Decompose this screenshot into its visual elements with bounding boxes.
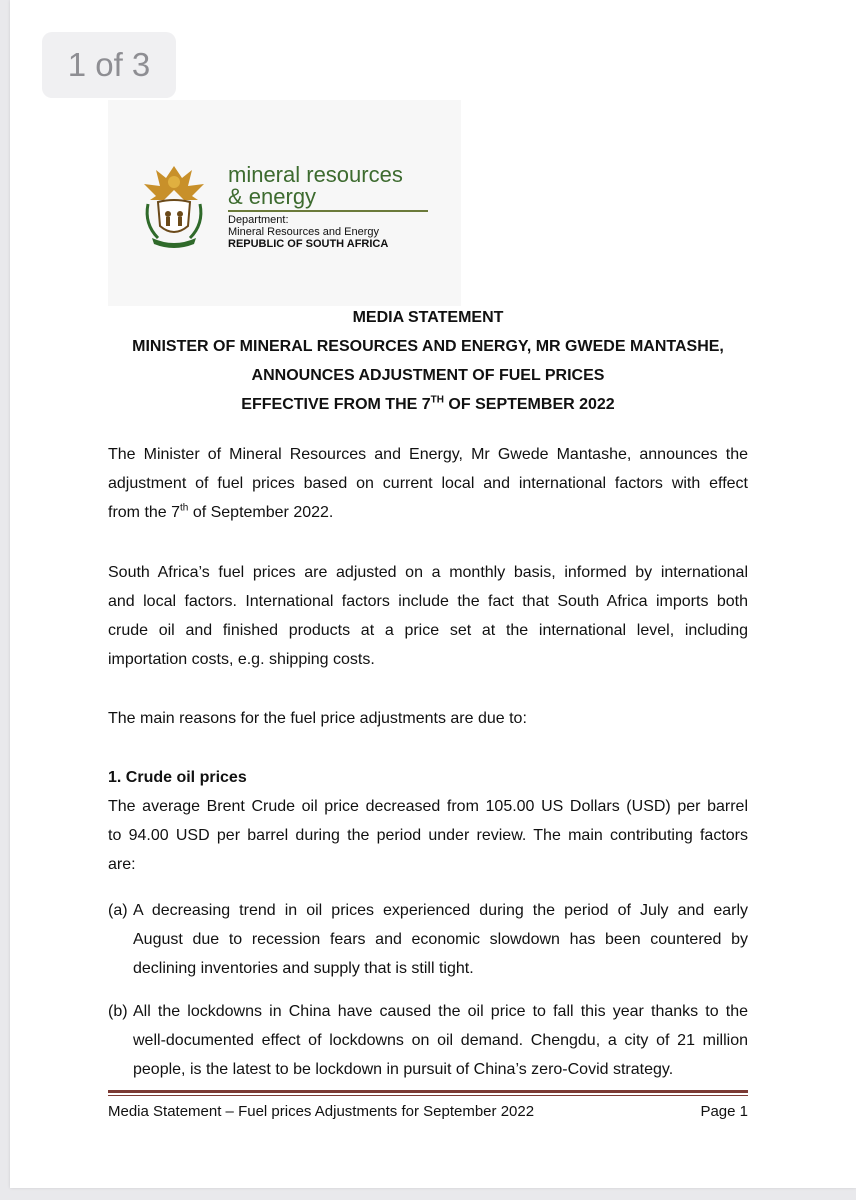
title-effective-line: EFFECTIVE FROM THE 7TH OF SEPTEMBER 2022 — [241, 394, 615, 413]
paragraph-announcement: The Minister of Mineral Resources and Energy, Mr Gwede Mantashe, announces the adjustment of fuel prices based on current local and international factors with effect from the 7th of September 2022. — [108, 446, 748, 521]
footer-rule — [108, 1090, 748, 1093]
coat-of-arms-logo — [136, 160, 212, 250]
letterhead — [108, 100, 461, 306]
footer-rule-thin — [108, 1095, 748, 1096]
letterhead-rule — [228, 210, 428, 212]
list-item-label: (b) — [108, 1003, 128, 1020]
paragraph-main-reasons: The main reasons for the fuel price adjustments are due to: — [108, 710, 527, 727]
title-minister-line: MINISTER OF MINERAL RESOURCES AND ENERGY, MR GWEDE MANTASHE, — [132, 338, 724, 355]
footer-page-number: Page 1 — [700, 1103, 748, 1120]
page-indicator: 1 of 3 — [42, 32, 176, 98]
paragraph-factors: South Africa’s fuel prices are adjusted on a monthly basis, informed by international and local factors. International factors include the fact that South Africa imports both crude oil and finished products at a price set at the international level, including importation costs, e.g. shipping costs. — [108, 564, 748, 668]
department-name: mineral resources & energy — [228, 162, 403, 209]
title-media-statement: MEDIA STATEMENT — [352, 309, 504, 326]
section-crude-oil: 1. Crude oil prices The average Brent Crude oil price decreased from 105.00 US Dollars (USD) per barrel to 94.00 USD per barrel during the period under review. The main contributing factors are: — [108, 763, 748, 879]
department-subtitle: Department: Mineral Resources and Energy REPUBLIC OF SOUTH AFRICA — [228, 214, 389, 250]
section-heading: 1. Crude oil prices — [108, 769, 247, 786]
list-item-label: (a) — [108, 902, 128, 919]
title-announces-line: ANNOUNCES ADJUSTMENT OF FUEL PRICES — [251, 367, 605, 384]
footer-title: Media Statement – Fuel prices Adjustments for September 2022 — [108, 1103, 535, 1120]
